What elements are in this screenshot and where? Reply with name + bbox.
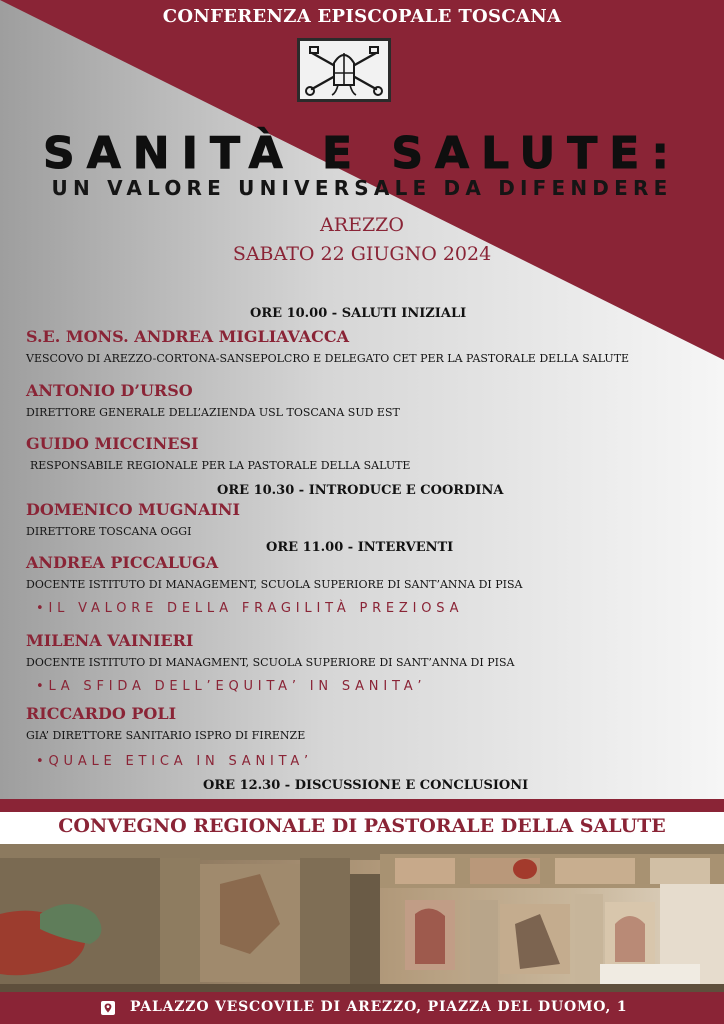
speaker-role: VESCOVO DI AREZZO-CORTONA-SANSEPOLCRO E DELEGATO CET PER LA PASTORALE DELLA SALUTE — [26, 352, 630, 365]
schedule-moderation: ORE 10.30 - INTRODUCE E COORDINA — [217, 483, 504, 498]
schedule-talks: ORE 11.00 - INTERVENTI — [266, 540, 454, 555]
speaker-name: S.E. MONS. ANDREA MIGLIAVACCA — [26, 327, 349, 346]
speaker-role: DOCENTE ISTITUTO DI MANAGEMENT, SCUOLA SUPERIORE DI SANT’ANNA DI PISA — [26, 578, 523, 591]
speaker-role: RESPONSABILE REGIONALE PER LA PASTORALE DELLA SALUTE — [30, 459, 411, 472]
fresco-hall-image — [0, 844, 724, 992]
talk-topic: •QUALE ETICA IN SANITA’ — [36, 754, 313, 769]
speaker-role: DIRETTORE TOSCANA OGGI — [26, 525, 192, 538]
talk-topic: •LA SFIDA DELL’EQUITA’ IN SANITA’ — [36, 679, 427, 694]
speaker-role: GIA’ DIRETTORE SANITARIO ISPRO DI FIRENZE — [26, 729, 306, 742]
speaker-name: ANDREA PICCALUGA — [26, 553, 219, 572]
poster-title: SANITÀ E SALUTE: — [43, 128, 681, 179]
conference-banner-title: CONVEGNO REGIONALE DI PASTORALE DELLA SALUTE — [58, 815, 666, 837]
organization-name: CONFERENZA EPISCOPALE TOSCANA — [162, 6, 562, 27]
talk-topic: •IL VALORE DELLA FRAGILITÀ PREZIOSA — [36, 601, 464, 616]
schedule-conclusions: ORE 12.30 - DISCUSSIONE E CONCLUSIONI — [203, 778, 529, 793]
event-location: PALAZZO VESCOVILE DI AREZZO, PIAZZA DEL DUOMO, 1 — [130, 999, 628, 1015]
speaker-role: DOCENTE ISTITUTO DI MANAGMENT, SCUOLA SUPERIORE DI SANT’ANNA DI PISA — [26, 656, 515, 669]
coat-of-arms-icon — [297, 38, 391, 102]
speaker-name: MILENA VAINIERI — [26, 631, 194, 650]
poster-subtitle: UN VALORE UNIVERSALE DA DIFENDERE — [51, 176, 673, 200]
speaker-name: DOMENICO MUGNAINI — [26, 500, 241, 519]
schedule-greetings: ORE 10.00 - SALUTI INIZIALI — [250, 306, 467, 321]
speaker-name: RICCARDO POLI — [26, 704, 177, 723]
speaker-name: GUIDO MICCINESI — [26, 434, 199, 453]
banner-stripe — [0, 799, 724, 812]
speaker-role: DIRETTORE GENERALE DELL’AZIENDA USL TOSCANA SUD EST — [26, 406, 400, 419]
event-city: AREZZO — [320, 214, 404, 236]
speaker-name: ANTONIO D’URSO — [26, 381, 193, 400]
map-pin-icon — [100, 1000, 116, 1016]
event-date: SABATO 22 GIUGNO 2024 — [232, 243, 492, 265]
